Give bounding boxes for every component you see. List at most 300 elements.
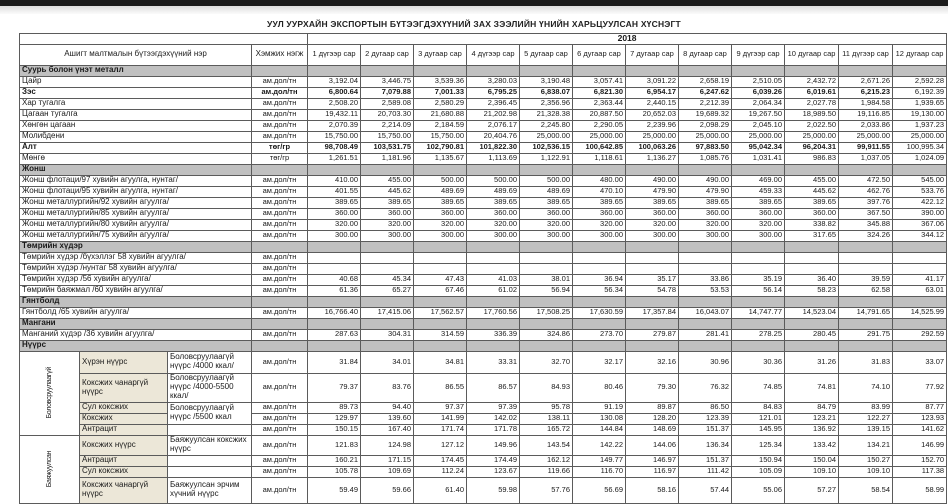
value-cell: 67.46 [414, 285, 467, 296]
value-cell: 3,190.48 [520, 76, 573, 87]
value-cell: 6,247.62 [679, 87, 732, 98]
value-cell: 25,000.00 [839, 131, 893, 142]
row-label: Цайр [20, 76, 252, 87]
value-cell: 462.76 [839, 186, 893, 197]
section-empty-cell [467, 164, 520, 175]
value-cell: 360.00 [520, 208, 573, 219]
value-cell: 145.95 [732, 424, 785, 435]
value-cell: 96,204.31 [785, 142, 839, 153]
section-empty-cell [467, 318, 520, 329]
value-cell [626, 263, 679, 274]
value-cell: 300.00 [467, 230, 520, 241]
value-cell [893, 263, 947, 274]
value-cell: 130.08 [573, 413, 626, 424]
value-cell: 165.72 [520, 424, 573, 435]
value-cell: 30.96 [679, 351, 732, 373]
value-cell: 99,911.55 [839, 142, 893, 153]
value-cell: 162.12 [520, 455, 573, 466]
value-cell: 279.87 [626, 329, 679, 340]
value-cell: 3,057.41 [573, 76, 626, 87]
value-cell: 300.00 [414, 230, 467, 241]
value-cell [361, 252, 414, 263]
row-label: Мөнгө [20, 153, 252, 164]
value-cell: 1,135.67 [414, 153, 467, 164]
value-cell: 2,033.86 [839, 120, 893, 131]
value-cell: 1,984.58 [839, 98, 893, 109]
value-cell: 31.83 [839, 351, 893, 373]
value-cell: 139.15 [839, 424, 893, 435]
product-name-header: Ашигт малтмалын бүтээгдэхүүний нэр [20, 44, 252, 65]
data-row [20, 230, 947, 241]
section-unit-cell [252, 340, 308, 351]
value-cell: 490.00 [626, 175, 679, 186]
value-cell: 100,642.85 [573, 142, 626, 153]
value-cell: 2,510.05 [732, 76, 785, 87]
section-empty-cell [520, 164, 573, 175]
section-empty-cell [839, 65, 893, 76]
value-cell: 63.01 [893, 285, 947, 296]
coal-sub-label: Коксжих чанаргүй нүүрс [80, 477, 168, 503]
value-cell: 100,995.34 [893, 142, 947, 153]
unit-cell: ам.дол/тн [252, 219, 308, 230]
value-cell: 97,883.50 [679, 142, 732, 153]
section-empty-cell [573, 318, 626, 329]
section-empty-cell [520, 241, 573, 252]
month-header: 2 дугаар сар [361, 44, 414, 65]
value-cell [520, 263, 573, 274]
value-cell: 2,245.80 [520, 120, 573, 131]
value-cell: 317.65 [785, 230, 839, 241]
value-cell: 2,022.50 [785, 120, 839, 131]
value-cell: 123.39 [679, 413, 732, 424]
value-cell: 129.97 [308, 413, 361, 424]
value-cell: 95,042.34 [732, 142, 785, 153]
value-cell: 151.37 [679, 424, 732, 435]
section-empty-cell [573, 296, 626, 307]
value-cell: 2,363.44 [573, 98, 626, 109]
unit-cell: ам.дол/тн [252, 402, 308, 413]
value-cell: 389.65 [308, 197, 361, 208]
value-cell: 410.00 [308, 175, 361, 186]
value-cell: 445.62 [785, 186, 839, 197]
section-empty-cell [308, 65, 361, 76]
value-cell: 360.00 [626, 208, 679, 219]
value-cell: 25,000.00 [626, 131, 679, 142]
section-empty-cell [785, 318, 839, 329]
value-cell: 144.84 [573, 424, 626, 435]
value-cell: 111.42 [679, 466, 732, 477]
coal-sub-label: Коксжих [80, 413, 168, 424]
value-cell: 54.78 [626, 285, 679, 296]
value-cell: 58.16 [626, 477, 679, 503]
section-empty-cell [308, 340, 361, 351]
value-cell: 56.34 [573, 285, 626, 296]
value-cell: 17,508.25 [520, 307, 573, 318]
value-cell: 338.82 [785, 219, 839, 230]
section-row [20, 164, 947, 175]
value-cell: 479.90 [679, 186, 732, 197]
coal-group-cell [20, 435, 80, 503]
row-label: Жонш металлургийн/75 хувийн агуулга/ [20, 230, 252, 241]
value-cell: 445.62 [361, 186, 414, 197]
value-cell: 389.65 [785, 197, 839, 208]
value-cell: 25,000.00 [893, 131, 947, 142]
value-cell: 36.94 [573, 274, 626, 285]
section-empty-cell [893, 318, 947, 329]
price-comparison-table [19, 33, 947, 504]
table-body [20, 65, 947, 503]
section-label: Мангани [20, 318, 252, 329]
value-cell: 2,076.17 [467, 120, 520, 131]
value-cell: 320.00 [679, 219, 732, 230]
coal-desc-cell [168, 455, 252, 466]
section-empty-cell [893, 241, 947, 252]
section-label: Гянтболд [20, 296, 252, 307]
empty-corner-cell [20, 34, 308, 45]
value-cell: 281.41 [679, 329, 732, 340]
value-cell: 2,592.28 [893, 76, 947, 87]
value-cell: 6,800.64 [308, 87, 361, 98]
data-row [20, 219, 947, 230]
month-header: 9 дүгээр сар [732, 44, 785, 65]
row-label: Молибдени [20, 131, 252, 142]
value-cell: 21,680.88 [414, 109, 467, 120]
value-cell: 2,580.29 [414, 98, 467, 109]
value-cell: 74.81 [785, 373, 839, 402]
data-row [20, 307, 947, 318]
section-empty-cell [361, 65, 414, 76]
value-cell: 31.26 [785, 351, 839, 373]
data-row [20, 76, 947, 87]
value-cell: 141.99 [414, 413, 467, 424]
value-cell: 171.15 [361, 455, 414, 466]
value-cell [839, 252, 893, 263]
value-cell: 146.97 [626, 455, 679, 466]
value-cell: 389.65 [573, 197, 626, 208]
section-row [20, 318, 947, 329]
row-label: Цагаан тугалга [20, 109, 252, 120]
value-cell: 500.00 [414, 175, 467, 186]
value-cell: 83.99 [839, 402, 893, 413]
value-cell: 35.19 [732, 274, 785, 285]
section-empty-cell [361, 318, 414, 329]
value-cell: 150.27 [839, 455, 893, 466]
value-cell [732, 263, 785, 274]
section-empty-cell [839, 340, 893, 351]
value-cell: 171.74 [414, 424, 467, 435]
value-cell: 58.54 [839, 477, 893, 503]
section-empty-cell [626, 241, 679, 252]
unit-cell: ам.дол/тн [252, 329, 308, 340]
value-cell: 455.00 [361, 175, 414, 186]
section-empty-cell [467, 340, 520, 351]
value-cell: 2,064.34 [732, 98, 785, 109]
value-cell: 39.59 [839, 274, 893, 285]
section-empty-cell [361, 241, 414, 252]
unit-cell: ам.дол/тн [252, 435, 308, 455]
section-label: Жонш [20, 164, 252, 175]
value-cell: 20,703.30 [361, 109, 414, 120]
value-cell: 160.21 [308, 455, 361, 466]
value-cell: 45.34 [361, 274, 414, 285]
value-cell: 21,202.98 [467, 109, 520, 120]
value-cell: 18,989.50 [785, 109, 839, 120]
unit-cell: төг/гр [252, 153, 308, 164]
value-cell: 320.00 [573, 219, 626, 230]
data-row [20, 175, 947, 186]
value-cell: 17,357.84 [626, 307, 679, 318]
value-cell: 34.81 [414, 351, 467, 373]
unit-cell: ам.дол/тн [252, 285, 308, 296]
section-row [20, 340, 947, 351]
value-cell: 83.76 [361, 373, 414, 402]
section-label: Төмрийн хүдэр [20, 241, 252, 252]
value-cell: 2,239.96 [626, 120, 679, 131]
section-empty-cell [520, 318, 573, 329]
value-cell: 86.55 [414, 373, 467, 402]
value-cell: 25,000.00 [573, 131, 626, 142]
section-empty-cell [732, 318, 785, 329]
value-cell: 470.10 [573, 186, 626, 197]
value-cell: 57.76 [520, 477, 573, 503]
value-cell [467, 263, 520, 274]
value-cell: 360.00 [785, 208, 839, 219]
value-cell: 1,122.91 [520, 153, 573, 164]
value-cell: 20,404.76 [467, 131, 520, 142]
value-cell: 360.00 [467, 208, 520, 219]
value-cell: 1,181.96 [361, 153, 414, 164]
data-row [20, 109, 947, 120]
value-cell: 2,589.08 [361, 98, 414, 109]
value-cell: 25,000.00 [679, 131, 732, 142]
value-cell: 41.17 [893, 274, 947, 285]
section-empty-cell [732, 296, 785, 307]
value-cell: 149.77 [573, 455, 626, 466]
year-label: 2018 [308, 34, 947, 45]
section-empty-cell [732, 340, 785, 351]
value-cell: 14,747.77 [732, 307, 785, 318]
coal-sub-label: Антрацит [80, 424, 168, 435]
value-cell: 6,795.25 [467, 87, 520, 98]
section-empty-cell [785, 296, 839, 307]
page-title: УУЛ УУРХАЙН ЭКСПОРТЫН БҮТЭЭГДЭХҮҮНИЙ ЗАХ ЗЭЭЛИЙН ҮНИЙН ХАРЬЦУУЛСАН ХҮСНЭГТ [267, 19, 681, 29]
section-empty-cell [785, 164, 839, 175]
value-cell [679, 263, 732, 274]
section-empty-cell [414, 164, 467, 175]
value-cell: 152.70 [893, 455, 947, 466]
value-cell: 545.00 [893, 175, 947, 186]
value-cell: 320.00 [361, 219, 414, 230]
section-empty-cell [626, 340, 679, 351]
value-cell: 2,356.96 [520, 98, 573, 109]
value-cell: 124.98 [361, 435, 414, 455]
value-cell: 300.00 [520, 230, 573, 241]
section-empty-cell [414, 65, 467, 76]
value-cell: 98,708.49 [308, 142, 361, 153]
value-cell: 32.17 [573, 351, 626, 373]
section-empty-cell [839, 296, 893, 307]
value-cell: 367.06 [893, 219, 947, 230]
value-cell: 1,085.76 [679, 153, 732, 164]
value-cell: 143.54 [520, 435, 573, 455]
row-label: Хөнгөн цагаан [20, 120, 252, 131]
row-label: Жонш флотаци/95 хувийн агуулга, нунтаг/ [20, 186, 252, 197]
month-header: 7 дугаар сар [626, 44, 679, 65]
value-cell: 15,750.00 [361, 131, 414, 142]
value-cell: 74.10 [839, 373, 893, 402]
data-row [20, 197, 947, 208]
value-cell: 34.01 [361, 351, 414, 373]
unit-cell: ам.дол/тн [252, 131, 308, 142]
value-cell: 116.70 [573, 466, 626, 477]
value-cell: 291.75 [839, 329, 893, 340]
value-cell: 360.00 [732, 208, 785, 219]
value-cell: 2,508.20 [308, 98, 361, 109]
section-unit-cell [252, 296, 308, 307]
value-cell: 174.45 [414, 455, 467, 466]
value-cell: 1,261.51 [308, 153, 361, 164]
value-cell: 20,652.03 [626, 109, 679, 120]
value-cell: 2,098.29 [679, 120, 732, 131]
value-cell: 1,024.09 [893, 153, 947, 164]
section-empty-cell [520, 65, 573, 76]
section-empty-cell [785, 340, 839, 351]
value-cell: 314.59 [414, 329, 467, 340]
value-cell: 292.59 [893, 329, 947, 340]
section-unit-cell [252, 65, 308, 76]
unit-cell: ам.дол/тн [252, 413, 308, 424]
row-label: Төмрийн хүдэр /56 хувийн агуулга/ [20, 274, 252, 285]
value-cell: 136.92 [785, 424, 839, 435]
section-empty-cell [679, 296, 732, 307]
value-cell: 2,432.72 [785, 76, 839, 87]
value-cell: 300.00 [573, 230, 626, 241]
unit-cell: ам.дол/тн [252, 373, 308, 402]
value-cell: 15,750.00 [308, 131, 361, 142]
value-cell: 59.49 [308, 477, 361, 503]
value-cell: 89.87 [626, 402, 679, 413]
section-empty-cell [573, 65, 626, 76]
value-cell: 33.07 [893, 351, 947, 373]
section-empty-cell [308, 241, 361, 252]
value-cell: 80.46 [573, 373, 626, 402]
section-empty-cell [732, 241, 785, 252]
value-cell [839, 263, 893, 274]
section-empty-cell [839, 164, 893, 175]
section-empty-cell [361, 340, 414, 351]
value-cell: 320.00 [414, 219, 467, 230]
value-cell [573, 263, 626, 274]
value-cell: 25,000.00 [520, 131, 573, 142]
value-cell [467, 252, 520, 263]
value-cell [893, 252, 947, 263]
value-cell: 32.16 [626, 351, 679, 373]
value-cell: 56.94 [520, 285, 573, 296]
value-cell: 300.00 [361, 230, 414, 241]
coal-group-vertical-label: Боловсруулаагүй [45, 367, 53, 419]
value-cell: 151.37 [679, 455, 732, 466]
value-cell: 17,562.57 [414, 307, 467, 318]
value-cell: 30.36 [732, 351, 785, 373]
value-cell: 105.78 [308, 466, 361, 477]
unit-cell: ам.дол/тн [252, 274, 308, 285]
coal-row [20, 351, 947, 373]
value-cell: 123.21 [785, 413, 839, 424]
value-cell: 58.23 [785, 285, 839, 296]
value-cell: 14,523.04 [785, 307, 839, 318]
coal-row [20, 424, 947, 435]
unit-cell: ам.дол/тн [252, 186, 308, 197]
value-cell: 469.00 [732, 175, 785, 186]
section-empty-cell [308, 164, 361, 175]
value-cell [732, 252, 785, 263]
value-cell: 61.36 [308, 285, 361, 296]
value-cell: 389.65 [732, 197, 785, 208]
value-cell: 3,446.75 [361, 76, 414, 87]
section-empty-cell [573, 340, 626, 351]
section-empty-cell [626, 164, 679, 175]
row-label: Алт [20, 142, 252, 153]
data-row [20, 131, 947, 142]
value-cell: 117.38 [893, 466, 947, 477]
value-cell: 19,116.85 [839, 109, 893, 120]
unit-cell: ам.дол/тн [252, 252, 308, 263]
data-row [20, 153, 947, 164]
coal-sub-label: Коксжих нүүрс [80, 435, 168, 455]
value-cell: 61.02 [467, 285, 520, 296]
section-label: Нүүрс [20, 340, 252, 351]
coal-row [20, 455, 947, 466]
value-cell: 1,113.69 [467, 153, 520, 164]
value-cell: 345.88 [839, 219, 893, 230]
value-cell: 57.27 [785, 477, 839, 503]
month-header: 12 дугаар сар [893, 44, 947, 65]
value-cell: 300.00 [679, 230, 732, 241]
value-cell: 119.66 [520, 466, 573, 477]
value-cell: 91.19 [573, 402, 626, 413]
value-cell: 33.31 [467, 351, 520, 373]
month-header: 4 дүгээр сар [467, 44, 520, 65]
value-cell: 25,000.00 [785, 131, 839, 142]
value-cell: 472.50 [839, 175, 893, 186]
coal-row [20, 402, 947, 413]
value-cell: 65.27 [361, 285, 414, 296]
value-cell: 2,214.09 [361, 120, 414, 131]
unit-cell: ам.дол/тн [252, 466, 308, 477]
value-cell: 38.01 [520, 274, 573, 285]
section-empty-cell [839, 241, 893, 252]
coal-group-cell [20, 351, 80, 435]
value-cell: 87.77 [893, 402, 947, 413]
value-cell: 125.34 [732, 435, 785, 455]
value-cell: 138.11 [520, 413, 573, 424]
value-cell: 14,791.65 [839, 307, 893, 318]
month-header: 10 дугаар сар [785, 44, 839, 65]
section-unit-cell [252, 164, 308, 175]
coal-desc-cell: Баяжуулсан коксжих нүүрс [168, 435, 252, 455]
value-cell: 455.00 [785, 175, 839, 186]
value-cell: 389.65 [361, 197, 414, 208]
value-cell: 150.15 [308, 424, 361, 435]
unit-cell: ам.дол/тн [252, 120, 308, 131]
section-empty-cell [785, 65, 839, 76]
month-header: 3 дугаар сар [414, 44, 467, 65]
value-cell: 20,887.50 [573, 109, 626, 120]
value-cell: 47.43 [414, 274, 467, 285]
value-cell [308, 263, 361, 274]
value-cell: 144.06 [626, 435, 679, 455]
value-cell: 1,937.23 [893, 120, 947, 131]
